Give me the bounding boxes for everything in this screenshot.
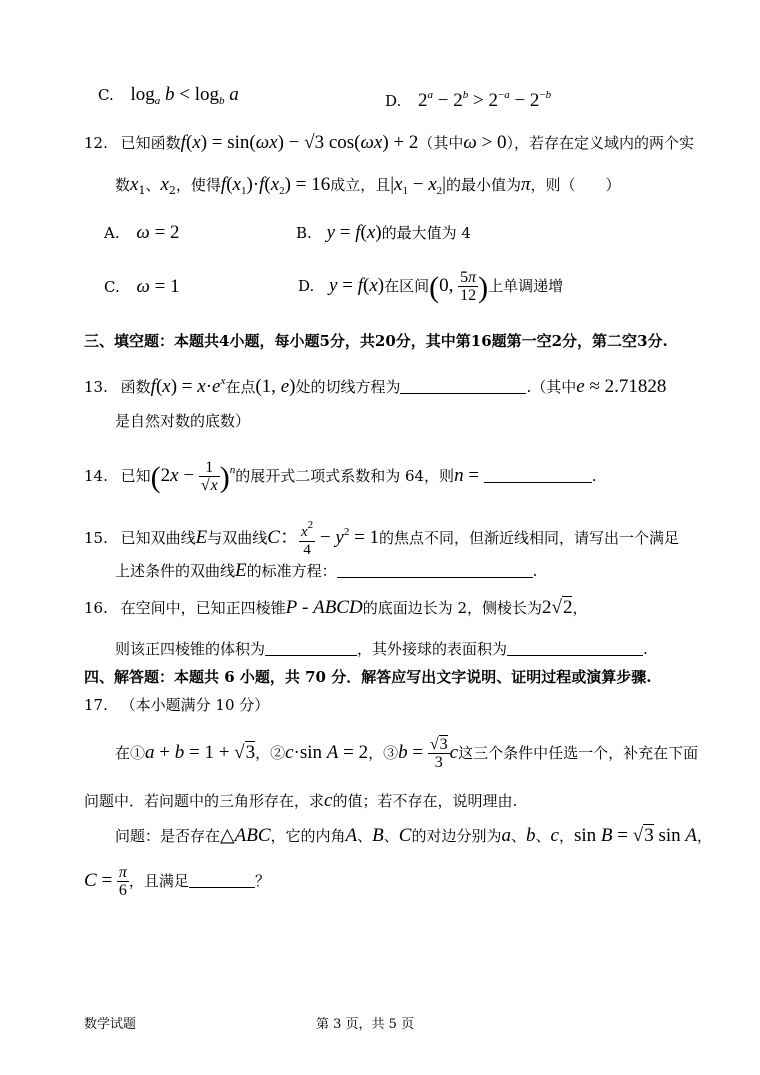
q13-text: 在点 — [225, 378, 256, 396]
answer-blank[interactable] — [337, 561, 533, 578]
q12-text: 成立，且 — [330, 176, 391, 194]
q17-line1: 在①a + b = 1 + √3，②c·sin A = 2，③b = $\frac{√3}{3}$ c这三个条件中任选一个，补充在下面 — [115, 735, 699, 772]
q12-line2: 数$x_1$、$x_2$，使得$f(x_1)\cdot f(x_2) = 16$成立，且$|x_1 - x_2|$的最小值为π，则（ ） — [115, 174, 621, 197]
q12-option-d: D. y = f(x)在区间(0, $\frac{5\pi}{12}$ )上单调递增 — [298, 268, 564, 305]
q13-text: 函数 — [120, 378, 151, 396]
q12-text: 数 — [115, 176, 131, 194]
q13-text: .（其中 — [526, 378, 577, 396]
option-label: C. — [98, 86, 114, 104]
q17-text: 的对边分别为 — [411, 827, 502, 845]
q17-header — [84, 694, 269, 716]
question-number: 17. — [84, 696, 108, 714]
question-number: 15. — [84, 529, 108, 547]
q15-text: 已知双曲线 — [120, 529, 196, 547]
answer-blank[interactable] — [265, 639, 357, 656]
answer-blank[interactable] — [189, 871, 255, 888]
q15-text: 上述条件的双曲线 — [115, 562, 236, 580]
footer-page-number: 第 3 页，共 5 页 — [316, 1017, 415, 1032]
q16-text: 在空间中，已知正四棱锥 — [120, 599, 286, 617]
option-text: 在区间 — [384, 277, 430, 295]
q15-text: 与双曲线 — [207, 529, 268, 547]
q12-text: ，使得 — [175, 176, 221, 194]
q17-text: （本小题满分 10 分） — [120, 696, 270, 714]
option-label: D. — [385, 92, 402, 110]
q12-text: 已知函数 — [120, 134, 181, 152]
q11-option-d: D. $2^a - 2^b > 2^{-a} - 2^{-b}$ — [385, 89, 552, 111]
q12-text: ），若存在定义域内的两个实 — [506, 134, 695, 152]
question-number: 14. — [84, 467, 108, 485]
q16-text: ，其外接球的表面积为 — [357, 640, 508, 658]
option-label: D. — [298, 277, 315, 295]
answer-blank[interactable] — [484, 466, 592, 483]
q15-line2: 上述条件的双曲线E的标准方程： . — [115, 560, 538, 581]
q15-line1: 15. 已知双曲线E与双曲线C： $\frac{x^2}{4}$ − $y^2 = 1$的焦点不同，但渐近线相同，请写出一个满足 — [84, 519, 680, 558]
q14-text: 已知 — [120, 467, 151, 485]
section-4-title: 四、解答题：本题共 6 小题，共 70 分．解答应写出文字说明、证明过程或演算步骤. — [84, 668, 652, 686]
question-number: 16. — [84, 599, 108, 617]
q16-text: 则该正四棱锥的体积为 — [115, 640, 266, 658]
q16-text: 的底面边长为 2，侧棱长为 — [362, 599, 543, 617]
question-number: 13. — [84, 378, 108, 396]
q17-text: 问题中．若问题中的三角形存在，求 — [84, 792, 325, 810]
q17-text: 的值；若不存在，说明理由. — [332, 792, 518, 810]
q16-line1: 16. 在空间中，已知正四棱锥P - ABCD的底面边长为 2，侧棱长为2√2， — [84, 597, 588, 618]
q17-line4: C = $\frac{\pi}{6}$ ，且满足 ？ — [84, 863, 270, 900]
q17-text: 在① — [115, 744, 146, 762]
q15-text: 的焦点不同，但渐近线相同，请写出一个满足 — [379, 529, 680, 547]
footer-subject: 数学试题 — [84, 1017, 137, 1032]
option-text: 上单调递增 — [488, 277, 564, 295]
answer-blank[interactable] — [507, 639, 643, 656]
q12-text: 的最小值为 — [445, 176, 521, 194]
q17-text: ？ — [254, 872, 270, 890]
q16-line2: 则该正四棱锥的体积为 ，其外接球的表面积为 . — [115, 640, 648, 658]
option-label: A. — [104, 224, 120, 242]
q15-text: 的标准方程： — [246, 562, 337, 580]
q11-option-c: C. $\log_a b < \log_b a$ — [98, 84, 239, 107]
q17-text: ，② — [255, 744, 286, 762]
option-label: C. — [104, 278, 120, 296]
q17-text: 问题：是否存在 — [115, 827, 221, 845]
q17-line2: 问题中．若问题中的三角形存在，求c的值；若不存在，说明理由. — [84, 790, 518, 811]
q13-text: 处的切线方程为 — [295, 378, 401, 396]
q17-text: 这三个条件中任选一个，补充在下面 — [458, 744, 699, 762]
q14-text: 的展开式二项式系数和为 64，则 — [235, 467, 455, 485]
q17-text: ，且满足 — [128, 872, 189, 890]
option-label: B. — [296, 224, 312, 242]
q12-option-b: B. y = f(x)的最大值为 4 — [296, 222, 471, 243]
section-3-title: 三、填空题：本题共4小题，每小题5分，共20分，其中第16题第一空2分，第二空3分. — [84, 332, 668, 350]
option-text: 的最大值为 4 — [381, 224, 471, 242]
q12-option-a: A. ω = 2 — [104, 222, 180, 243]
question-number: 12. — [84, 134, 108, 152]
q13-line2: 是自然对数的底数） — [115, 412, 251, 430]
q17-text: ，它的内角 — [270, 827, 346, 845]
q12-text: （其中 — [418, 134, 464, 152]
q12-text: ，则（ ） — [530, 176, 621, 194]
q12-option-c: C. ω = 1 — [104, 276, 180, 297]
q17-text: ，③ — [368, 744, 399, 762]
q14-line: 14. 已知(2x − $\frac{1}{√x}$ )$^n$的展开式二项式系数和为 64，则n = . — [84, 458, 597, 495]
q13-line1: 13. 函数$f(x) = x\cdot e^x$在点(1, e)处的切线方程为 .（其中e ≈ 2.71828 — [84, 375, 667, 397]
q17-line3: 问题：是否存在△ABC，它的内角A、B、C的对边分别为a、b、c，sin B = √3 sin A， — [115, 825, 712, 846]
answer-blank[interactable] — [400, 377, 526, 394]
q12-line1: 12. 已知函数f(x) = sin(ωx) − √3 cos(ωx) + 2（其中ω > 0），若存在定义域内的两个实 — [84, 132, 695, 153]
